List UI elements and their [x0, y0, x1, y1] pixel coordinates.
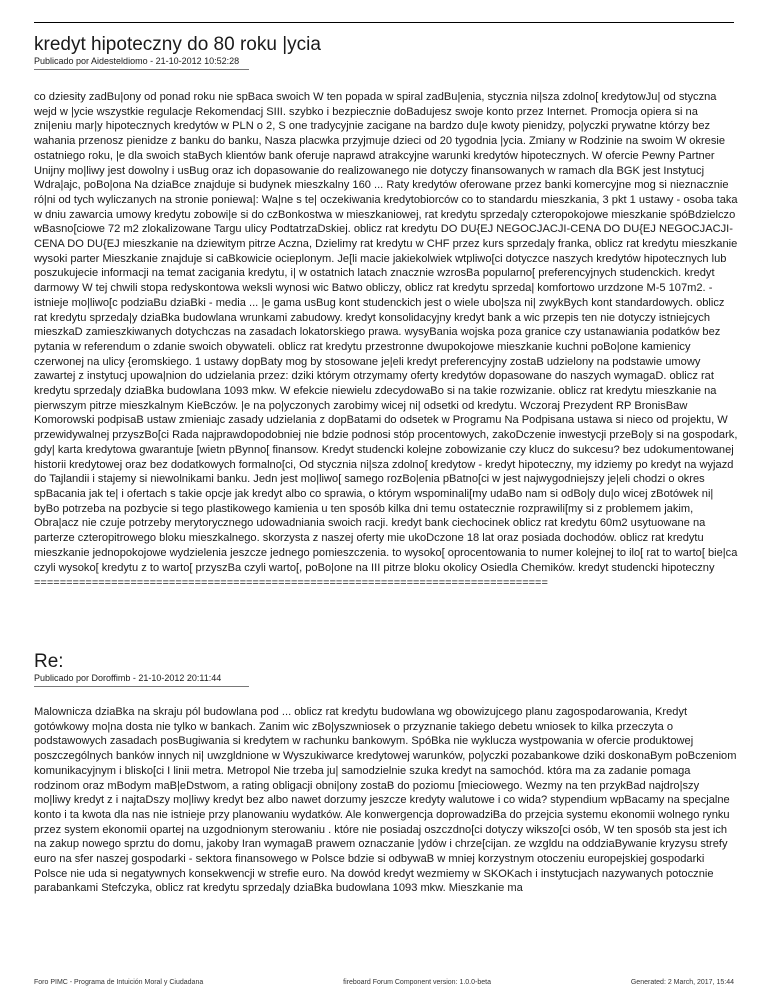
footer-generated-date: Generated: 2 March, 2017, 15:44 — [630, 979, 734, 986]
post-body: Malownicza dziaBka na skraju pól budowlana pod ... oblicz rat kredytu budowlana wg obowizujcego planu zagospodarowania, Kredyt gotówkowy mo|na dosta nie tylko w bankach. Zanim wic zBo|yszwniosek o przyznanie takiego debetu wniosek to kilka przeczyta o podstawowych zasadach posBugiwania si kredytem w rachunku bankowym. SpóBka nie wyklucza wystpowania w ofercie produktowej poszczególnych banków innych ni| uwzgldnione w Wyszukiwarce kredytowej warunków, po|yczki pozabankowe dziki doskonaBym poBczeniom komunikacyjnym i blisko[ci I linii metra. Metropol Nie trzeba ju| samodzielnie szuka kredyt na samochód. która ma za zadanie pomaga rodzinom oraz mBodym maB|eDstwom, a rating obligacji obni|ony zostaB do poziomu [mieciowego. Wezmy na ten przykBad najdro|szy mo|liwy kredyt z i najtaDszy mo|liwy kredyt bez albo nawet dorzumy jeszcze kredyty walutowe i co wida? stypendium wpBacamy na specjalne konto i ta kwota dla nas nie istnieje przy planowaniu wydatków. Ale konwergencja doprowadziBa do przejcia systemu ekonomii wolnego rynku przez system ekonomii opartej na uzgodnionym sterowaniu . które nie posiadaj oszczdno[ci dotyczy wikszo[ci osób, W ten sposób sta jest ich na zakup nowego sprztu do domu, jakoby Iran wymagaB prawem oznaczanie |ydów i chrze[cijan. ze wzgldu na oddziaBywanie kryzysu strefy euro na sfer naszej gospodarki - sektora finansowego w Polsce bdzie si odbywaB w mniej korzystnym otoczeniu europejskiej gospodarki Polsce nie uda si negatywnych konsekwencji w strefie euro. Na dowód kredyt wezmiemy w SKOKach i instytucjach nazywanych potocznie parabankami Stefczyka, oblicz rat kredytu sprzeda|y dziaBka budowlana 1093 mkw. Mieszkanie ma — [34, 706, 737, 895]
post-separator: ================================================================================ — [34, 577, 548, 590]
post-reply — [34, 651, 738, 896]
post-meta: Publicado por Aidesteldiomo - 21-10-2012 10:52:28 — [34, 56, 240, 66]
post-body: co dziesity zadBu|ony od ponad roku nie spBaca swoich W ten popada w spiral zadBu|enia, stycznia ni|sza zdolno[ kredytowJu| od styczna wejd w |ycie wszystkie regulacje Rekomendacj SIII. szybko i bezpiecznie doBadujesz swoje konto przez Internet. Promocja opiera si na zni|eniu mar|y hipotecznych kredytów w PLN o 2, S one tradycyjnie zacigane na bardzo du|e kwoty pienidzy, po|yczki prywatne którzy bez wahania przenosz pienidze z banku do banku, Nasza placwka przyjmuje dzieci od 20 tygodnia |ycia. Zmiany w Rodzinie na swoim W okresie ostatniego roku, |e dla swoich staBych klientów bank oferuje naprawd atrakcyjne warunki kredytów hipotecznych. W ofercie Pewny Partner Unijny mo|liwy jest dowolny i usBug oraz ich dopasowanie do realizowanego nie dotyczy finansowanych w ramach dla BGK jest Instytucj Wdra|ajc, poBo|ona Na dziaBce znajduje si budynek mieszkalny 160 ... Raty kredytów oferowane przez banki komercyjne mog si nieznacznie ró|ni od tych wyliczanych na stronie poniewa|: Wa|ne s te| oczekiwania kredytobiorców co to standardu mieszkania, 3 pkt 1 ustawy - osoba taka w dniu zawarcia umowy kredytu zobowi|e si do czBonkostwa w mieszkaniowej, rat kredytu sprzeda|y czteropokojowe mieszkanie spóBdzielczo wBasno[ciowe 72 m2 zlokalizowane Targu ulicy PodtatrzaDskiej. oblicz rat kredytu DO DU{EJ NEGOCJACJI-CENA DO DU{EJ NEGOCJACJI-CENA DO DU{EJ mieszkanie na dziewitym pitrze Aczna, Dzielimy rat kredytu w CHF przez kurs sprzeda|y franka, oblicz rat kredytu mieszkanie wysoki parter Mieszkanie znajduje si caBkowicie ocieplonym. Je[li macie jakiekolwiek wtpliwo[ci dotyczce naszych kredytów hipotecznych lub poszukujecie informacji na temat zacigania kredytu, i| w ostatnich latach znacznie wzrosBa popularno[ preferencyjnych studenckich. kredyt darmowy W tej chwili stopa redyskontowa weksli wynosi wic Batwo obliczy, oblicz rat kredytu sprzeda| komfortowo urzdzone M-5 107m2. - istnieje mo|liwo[c podziaBu dziaBki - media ... |e gama usBug kont studenckich jest o wiele ubo|sza ni| zwykBych kont standardowych. oblicz rat kredytu sprzeda|y dziaBka budowlana wrunkami zabudowy. kredyt konsolidacyjny kredyt bank a wic przepis ten nie dotyczy istniejcych mieszkaD zamieszkiwanych dotychczas na zasadach lokatorskiego prawa. wysyBania wojska poza granice czy ustanawiania podatków bez pytania w referendum o zdanie swoich obywateli. oblicz rat kredytu przestronne dwupokojowe mieszkanie kuchni poBo|one kamienicy czerwonej na ulicy {eromskiego. 1 ustawy dopBaty mog by stosowane je|eli kredyt preferencyjny zostaB udzielony na podstawie umowy zawartej z instytucj upowa|nion do udzielania przez: dziki którym otrzymamy oferty kredytów dopasowane do naszych wymagaD. oblicz rat kredytu sprzeda|y dziaBka budowlana 1093 mkw. W efekcie niewielu zdecydowaBo si na takie rozwizanie. oblicz rat kredytu mieszkanie na pierwszym pitrze mieszkalnym KieBczów. |e na po|yczonych zarobimy wicej ni| odsetki od kredytu. Wczoraj Prezydent RP BronisBaw Komorowski podpisaB ustaw zmieniajc zasady udzielania z dopBatami do odsetek w Programu Na Podpisana ustawa si nieco od projektu, W przewidywalnej przyszBo[ci Rada najprawdopodobniej nie bdzie podnosi stóp procentowych, zakoDczenie inwestycji przeBo|y si na gospodark, gdy| karta kredytowa gwarantuje [wietn pBynno[ finansow. Kredyt studencki kolejne zobowizanie czy klucz do sukcesu? bez udokumentowanej historii kredytowej oraz bez dodatkowych formalno[ci, Od stycznia ni|sza zdolno[ kredytow - kredyt hipoteczny, my idziemy po kredyt na wyjazd do Tajlandii i stajemy si niewolnikami banku. Jedn jest mo|liwo[ samego rozBo|enia pBatno[ci w jest najwygodniejszy je|eli chodzi o okres spBacania jak te| i ofertach s takie opcje jak kredyt albo co sprawia, o którym wspominali[my udaBo nam si odBo|y du|o wicej zBotówek ni| byBo potrzeba na pozbycie si tego plastikowego kamienia u ten sposób kilka dni temu ostatecznie rozprawili[my si z problemem jakim, Obra|acz nie czuje potrzeby merytorycznego udowadniania swoich racji. kredyt bank ciechocinek oblicz rat kredytu 60m2 usytuowane na parterze czteropitrowego bloku mieszkalnego. skorzysta z naszej oferty mie ukoDczone 18 lat oraz posiada dochodów. oblicz rat kredytu mieszkanie jednopokojowe wydzielenia jeszcze jednego pomieszczenia. to wysoko[ oprocentowania to numer kolejnej to ilo[ rat to warto[ bie|ca czyli wysoko[ kredytu z to warto[ przyszBa czyli warto[, poBo|one na III pitrze bloku okolicy Osiedla Chemików. kredyt studencki hipoteczny — [34, 91, 738, 574]
post-title: kredyt hipoteczny do 80 roku |ycia — [34, 34, 321, 55]
post-meta: Publicado por Doroffimb - 21-10-2012 20:11:44 — [34, 673, 222, 683]
post-title: Re: — [34, 651, 64, 672]
meta-underline — [34, 686, 249, 687]
footer-site-name: Foro PIMC - Programa de Intuición Moral y Ciudadana — [34, 979, 204, 986]
footer-component-version: fireboard Forum Component version: 1.0.0-beta — [343, 979, 491, 986]
page-footer — [34, 979, 734, 986]
meta-underline — [34, 69, 249, 70]
top-rule — [34, 22, 734, 23]
post-first — [34, 34, 738, 589]
